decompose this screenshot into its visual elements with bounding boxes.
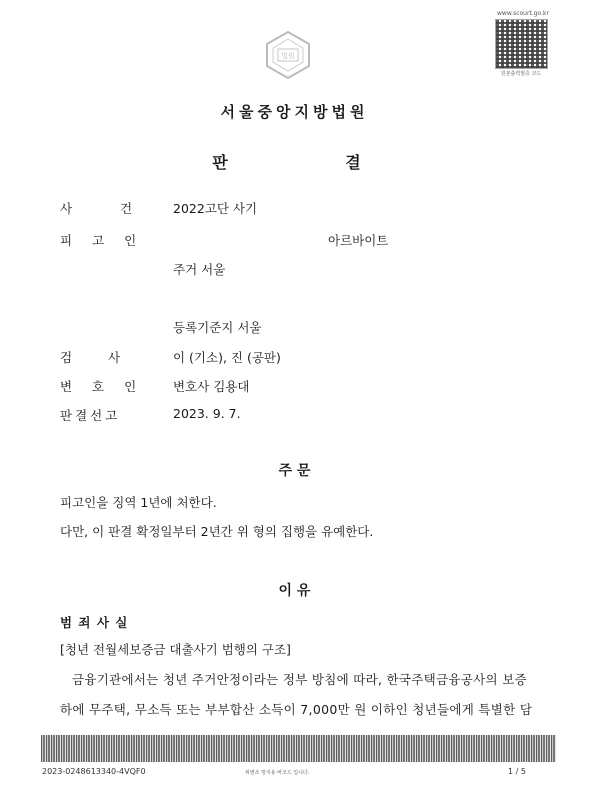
field-value-registration: 등록기준지 서울	[173, 320, 262, 335]
field-value-case: 2022고단 사기	[173, 201, 258, 216]
field-value-defendant-job: 아르바이트	[328, 233, 389, 248]
field-label-defendant: 피 고 인	[60, 233, 145, 248]
court-seal-icon	[262, 30, 314, 80]
order-line-2: 다만, 이 판결 확정일부터 2년간 위 형의 집행을 유예한다.	[60, 524, 374, 539]
barcode-note: 위변조 방지용 바코드 입니다.	[245, 770, 310, 776]
field-label-verdict-date: 판결선고	[60, 408, 121, 423]
field-label-prosecutor: 검 사	[60, 350, 137, 365]
field-label-case: 사 건	[60, 201, 155, 216]
field-label-counsel: 변 호 인	[60, 379, 145, 394]
qr-code-icon	[495, 19, 548, 69]
document-number: 2023-0248613340-4VQF0	[42, 767, 146, 776]
order-title: 주 문	[278, 463, 311, 479]
paragraph-line-2: 하에 무주택, 무소득 또는 부부합산 소득이 7,000만 원 이하인 청년들에게 특별한 담	[60, 702, 533, 717]
document-type: 판 결	[212, 153, 417, 172]
field-value-counsel: 변호사 김용대	[173, 379, 250, 394]
court-url: www.scourt.go.kr	[497, 10, 549, 17]
crime-facts-heading: 범 죄 사 실	[60, 615, 129, 630]
security-barcode-icon	[41, 735, 556, 762]
section-subheading: [청년 전월세보증금 대출사기 범행의 구조]	[60, 642, 291, 657]
qr-caption: 원본출력필증 코드	[500, 71, 542, 77]
page-number: 1 / 5	[508, 767, 526, 776]
field-value-verdict-date: 2023. 9. 7.	[173, 406, 241, 421]
field-value-prosecutor: 이 (기소), 진 (공판)	[173, 350, 281, 365]
paragraph-line-1: 금융기관에서는 청년 주거안정이라는 정부 방침에 따라, 한국주택금융공사의 보증	[72, 672, 527, 687]
svg-text:법원: 법원	[281, 52, 295, 60]
order-line-1: 피고인을 징역 1년에 처한다.	[60, 495, 217, 510]
reason-title: 이 유	[278, 583, 311, 599]
court-name: 서울중앙지방법원	[220, 103, 369, 121]
field-value-address: 주거 서울	[173, 262, 226, 277]
